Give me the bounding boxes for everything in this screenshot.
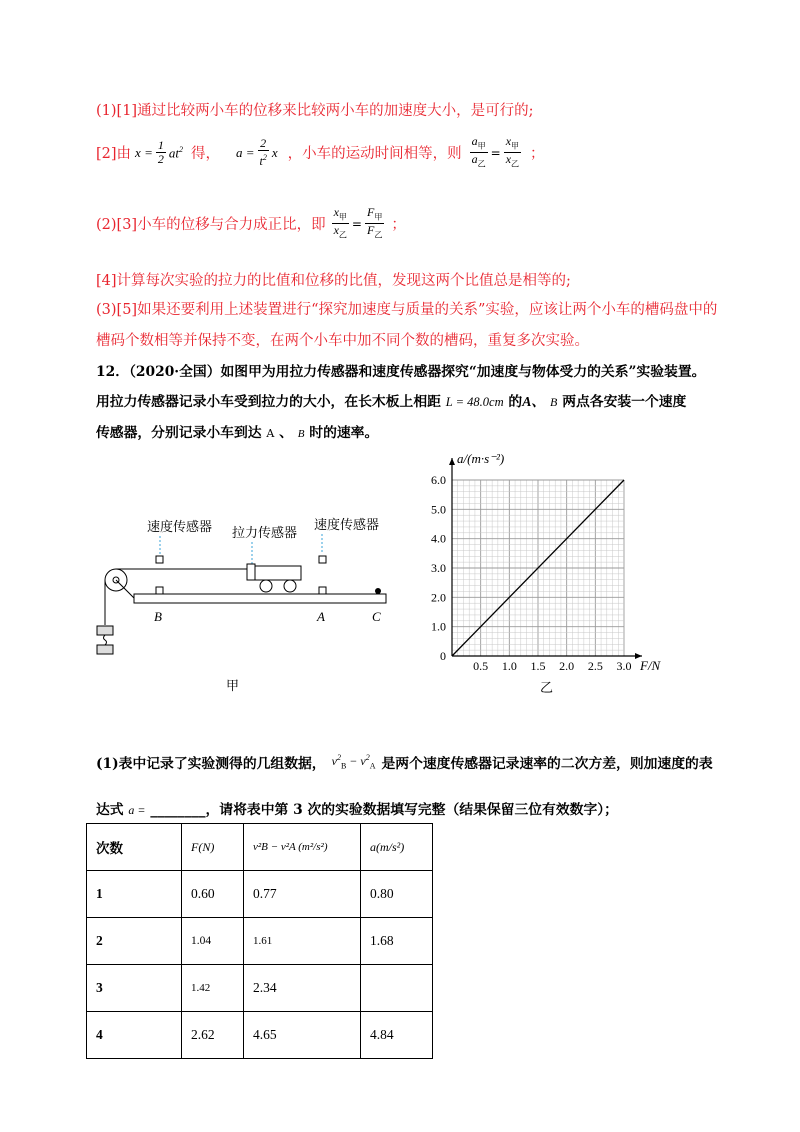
data-table bbox=[86, 823, 433, 1059]
table-cell: 1.68 bbox=[361, 918, 433, 965]
upper-sensor-right bbox=[319, 556, 326, 563]
x-tick-label: 3.0 bbox=[616, 659, 632, 673]
formula-at2: $at^2$ bbox=[168, 144, 183, 161]
table-cell: 0.77 bbox=[244, 871, 361, 918]
formula-x-equals: x = bbox=[135, 144, 153, 160]
tension-sensor-block bbox=[247, 564, 255, 580]
y-tick-label: 2.0 bbox=[431, 590, 446, 605]
x-tick-label: 1.5 bbox=[530, 659, 546, 673]
cart-body bbox=[255, 566, 301, 580]
x-tick-label: 2.0 bbox=[559, 659, 575, 673]
question-line-3 bbox=[96, 421, 378, 441]
apparatus-svg bbox=[92, 505, 402, 695]
y-axis-arrow bbox=[449, 458, 455, 465]
fraction-one-half: $\frac{1}{2}$ bbox=[157, 138, 164, 167]
label-A-inline: A、 bbox=[522, 394, 546, 409]
fraction-f-ratio: $\frac{F_甲}{F_乙}$ bbox=[366, 205, 383, 240]
y-tick-label: 0 bbox=[440, 649, 446, 663]
x-tick-label: 1.0 bbox=[501, 659, 517, 673]
table-cell: 1.42 bbox=[182, 965, 244, 1012]
label-sensor-right: 速度传感器 bbox=[314, 518, 380, 533]
caption-jia: 甲 bbox=[226, 679, 240, 694]
figure-chart bbox=[412, 450, 712, 700]
question-line-3-a: 传感器，分别记录小车到达 bbox=[96, 425, 262, 441]
weight-1 bbox=[97, 626, 113, 635]
solution-line-5: (3)[5]如果还要利用上述装置进行“探究加速度与质量的关系”实验，应该让两个小车的槽码盘中的 bbox=[96, 302, 718, 318]
figure-apparatus bbox=[92, 505, 402, 695]
cart-wheel-left bbox=[260, 580, 272, 592]
table-cell: 4.84 bbox=[361, 1012, 433, 1059]
part1-line-1-a: (1)表中记录了实验测得的几组数据， bbox=[96, 756, 326, 772]
equals-sign-2: = bbox=[351, 216, 362, 231]
point-C-dot bbox=[375, 588, 381, 594]
y-tick-label: 4.0 bbox=[431, 531, 446, 546]
y-tick-label: 1.0 bbox=[431, 619, 446, 634]
question-line-2-a: 用拉力传感器记录小车受到拉力的大小，在长木板上相距 bbox=[96, 394, 441, 410]
question-line-2 bbox=[96, 390, 686, 410]
table-header-cell: a(m/s²) bbox=[361, 824, 433, 871]
x-tick-label: 0.5 bbox=[473, 659, 489, 673]
label-B-inline: B bbox=[550, 395, 558, 409]
table-cell-empty[interactable] bbox=[361, 965, 433, 1012]
fraction-two-over-t2: $\frac{2}{t^2}$ bbox=[259, 136, 267, 169]
question-line-1: 12．（2020·全国）如图甲为用拉力传感器和速度传感器探究“加速度与物体受力的关系”实验装置。 bbox=[96, 364, 706, 380]
y-tick-label: 3.0 bbox=[431, 561, 446, 575]
table-cell: 2 bbox=[87, 918, 182, 965]
table-header-cell: F(N) bbox=[182, 824, 244, 871]
table-cell: 1.04 bbox=[182, 918, 244, 965]
fraction-a-ratio: $\frac{a_甲}{a_乙}$ bbox=[471, 134, 486, 169]
label-tension-sensor: 拉力传感器 bbox=[232, 526, 298, 541]
label-sensor-left: 速度传感器 bbox=[147, 520, 213, 535]
solution-line-3 bbox=[96, 206, 406, 242]
cart-wheel-right bbox=[284, 580, 296, 592]
solution-line-3-end: ； bbox=[391, 217, 406, 234]
equals-sign: = bbox=[490, 145, 501, 160]
chart-x-label: F/N bbox=[640, 658, 661, 673]
question-line-3-c: 、 bbox=[279, 425, 293, 441]
question-line-3-e: 时的速率。 bbox=[309, 425, 379, 441]
lower-sensor-B bbox=[156, 587, 163, 594]
label-A: A bbox=[317, 609, 325, 624]
hook bbox=[104, 635, 107, 645]
x-tick-label: 2.5 bbox=[587, 659, 603, 673]
solution-line-2-end: ； bbox=[530, 146, 545, 163]
solution-line-6: 槽码个数相等并保持不变，在两个小车中加不同个数的槽码，重复多次实验。 bbox=[96, 333, 589, 349]
table-row bbox=[87, 871, 433, 918]
solution-line-4: [4]计算每次实验的拉力的比值和位移的比值，发现这两个比值总是相等的; bbox=[96, 273, 571, 289]
label-A-inline-2: A bbox=[266, 427, 275, 440]
table-cell: 0.80 bbox=[361, 871, 433, 918]
table-header-cell: 次数 bbox=[87, 824, 182, 871]
label-B: B bbox=[154, 609, 162, 624]
table-cell: 0.60 bbox=[182, 871, 244, 918]
solution-line-2-prefix: [2]由 bbox=[96, 146, 132, 163]
solution-line-2 bbox=[96, 135, 545, 171]
fraction-x-ratio: $\frac{x_甲}{x_乙}$ bbox=[505, 134, 520, 169]
formula-x: x bbox=[271, 144, 278, 160]
part1-line-2-c: ________，请将表中第 3 次的实验数据填写完整（结果保留三位有效数字）； bbox=[150, 802, 618, 818]
solution-line-2-tail: ，小车的运动时间相等，则 bbox=[287, 146, 462, 163]
table-row bbox=[87, 918, 433, 965]
table-cell: 4.65 bbox=[244, 1012, 361, 1059]
chart-y-label: a/(m·s⁻²) bbox=[457, 451, 505, 466]
part1-line-2 bbox=[96, 798, 618, 818]
question-line-2-b: 的 bbox=[508, 394, 523, 410]
formula-a-blank: a = bbox=[128, 803, 146, 817]
label-C: C bbox=[372, 609, 381, 624]
table-header-row bbox=[87, 824, 433, 871]
label-B-inline-2: B bbox=[297, 428, 305, 440]
table-cell: 1.61 bbox=[244, 918, 361, 965]
table-row bbox=[87, 965, 433, 1012]
part1-line-1-b: 是两个速度传感器记录速率的二次方差，则加速度的表 bbox=[381, 756, 713, 772]
part1-line-1 bbox=[96, 752, 713, 772]
fraction-x-ratio-2: $\frac{x_甲}{x_乙}$ bbox=[333, 205, 347, 240]
table-cell: 1 bbox=[87, 871, 182, 918]
question-line-2-e: 两点各安装一个速度 bbox=[562, 394, 687, 410]
weight-2 bbox=[97, 645, 113, 654]
upper-sensor-left bbox=[156, 556, 163, 563]
chart-caption: 乙 bbox=[540, 681, 554, 696]
solution-line-2-mid: 得， bbox=[190, 146, 220, 163]
solution-line-3-prefix: (2)[3]小车的位移与合力成正比，即 bbox=[96, 217, 326, 234]
solution-line-1: (1)[1]通过比较两小车的位移来比较两小车的加速度大小，是可行的; bbox=[96, 103, 534, 119]
table-header-cell: v²B − v²A (m²/s²) bbox=[244, 824, 361, 871]
table-cell: 3 bbox=[87, 965, 182, 1012]
table-cell: 4 bbox=[87, 1012, 182, 1059]
table-row bbox=[87, 1012, 433, 1059]
long-board bbox=[134, 594, 386, 603]
table-cell: 2.62 bbox=[182, 1012, 244, 1059]
y-tick-label: 6.0 bbox=[431, 473, 446, 487]
distance-L: L = 48.0cm bbox=[445, 395, 504, 409]
part1-line-2-a: 达式 bbox=[96, 802, 124, 818]
lower-sensor-A bbox=[319, 587, 326, 594]
table-cell: 2.34 bbox=[244, 965, 361, 1012]
y-tick-label: 5.0 bbox=[431, 502, 446, 517]
formula-a-equals: a = bbox=[235, 144, 255, 160]
formula-vB2-vA2: $v^2_B - v^2_A$ bbox=[331, 753, 376, 771]
chart-svg bbox=[412, 450, 712, 700]
